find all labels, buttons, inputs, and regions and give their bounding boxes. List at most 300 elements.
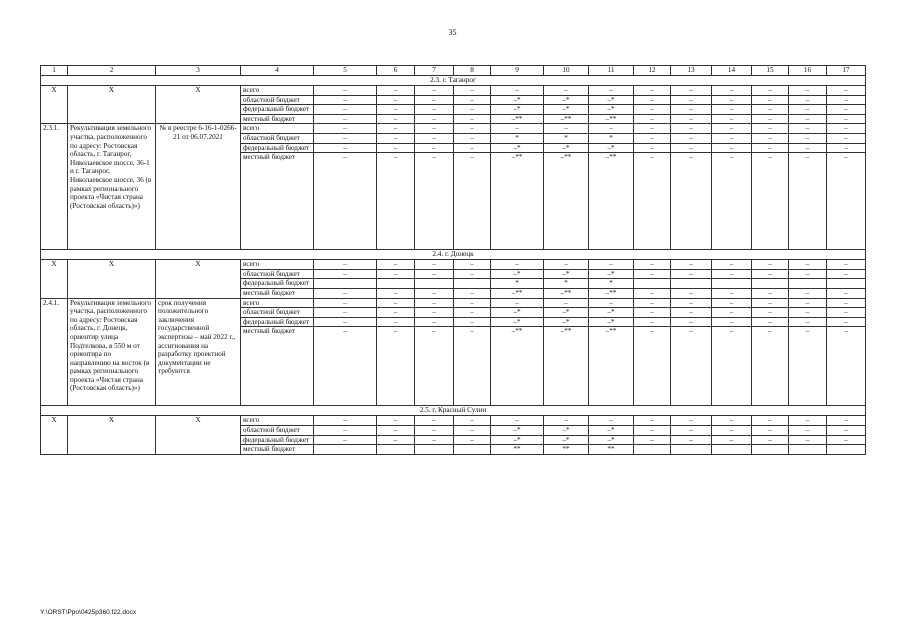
value-cell: –* (589, 95, 634, 105)
budget-source-label: местный бюджет (241, 288, 314, 298)
value-cell: – (827, 114, 866, 124)
value-cell: – (671, 317, 712, 327)
value-cell: – (634, 143, 671, 153)
value-cell: – (671, 143, 712, 153)
budget-source-label: местный бюджет (241, 327, 314, 406)
value-cell: – (314, 269, 377, 279)
column-number-header: 10 (544, 66, 589, 76)
budget-source-label: федеральный бюджет (241, 435, 314, 445)
value-cell: – (752, 327, 789, 406)
value-cell: – (634, 435, 671, 445)
value-cell: –** (491, 327, 544, 406)
value-cell: – (712, 124, 752, 134)
value-cell: – (454, 86, 491, 96)
value-cell (634, 279, 671, 289)
value-cell: – (712, 95, 752, 105)
value-cell: –* (589, 435, 634, 445)
value-cell: – (827, 105, 866, 115)
value-cell: – (789, 288, 827, 298)
budget-table (40, 65, 866, 455)
value-cell: – (415, 124, 454, 134)
value-cell (712, 279, 752, 289)
value-cell: –** (544, 288, 589, 298)
value-cell: – (789, 308, 827, 318)
value-cell: – (712, 86, 752, 96)
value-cell: – (454, 288, 491, 298)
value-cell: – (789, 133, 827, 143)
value-cell: – (634, 260, 671, 270)
value-cell: – (712, 153, 752, 250)
value-cell: – (789, 114, 827, 124)
value-cell: – (415, 86, 454, 96)
value-cell (415, 445, 454, 455)
value-cell: – (491, 86, 544, 96)
value-cell: * (491, 133, 544, 143)
value-cell: – (712, 288, 752, 298)
value-cell: – (314, 143, 377, 153)
value-cell: – (314, 308, 377, 318)
value-cell: – (634, 124, 671, 134)
budget-source-label: федеральный бюджет (241, 317, 314, 327)
value-cell: – (827, 133, 866, 143)
value-cell: – (789, 95, 827, 105)
value-cell: – (314, 133, 377, 143)
value-cell: – (671, 124, 712, 134)
value-cell: – (491, 124, 544, 134)
value-cell: – (454, 317, 491, 327)
value-cell: – (752, 269, 789, 279)
value-cell: – (377, 269, 415, 279)
value-cell: – (454, 153, 491, 250)
item-reference: X (156, 416, 241, 454)
value-cell (752, 279, 789, 289)
item-number: X (41, 86, 68, 124)
value-cell: – (712, 260, 752, 270)
value-cell: – (712, 114, 752, 124)
value-cell: – (634, 86, 671, 96)
value-cell: – (634, 327, 671, 406)
value-cell: –* (544, 308, 589, 318)
value-cell: – (415, 133, 454, 143)
section-title: 2.3. г. Таганрог (41, 76, 866, 86)
value-cell (827, 279, 866, 289)
page-number: 35 (448, 28, 457, 37)
value-cell: – (544, 86, 589, 96)
value-cell: – (827, 269, 866, 279)
value-cell: – (634, 425, 671, 435)
table-row (41, 298, 866, 308)
value-cell: –* (491, 308, 544, 318)
item-number: 2.3.1. (41, 124, 68, 250)
value-cell: – (634, 416, 671, 426)
value-cell: – (415, 298, 454, 308)
value-cell: – (454, 95, 491, 105)
value-cell: – (671, 288, 712, 298)
value-cell: – (314, 153, 377, 250)
section-title: 2.5. г. Красный Сулин (41, 406, 866, 416)
value-cell: –* (491, 95, 544, 105)
item-description: Рекультивация земельного участка, расположенного по адресу: Ростовская область, г. Донецк, ориентир улица Подтелкова, в 550 м от ориентира по направлению на восток (в рамках регионального проекта «Чистая страна (Ростовская область)») (68, 298, 156, 406)
value-cell: – (454, 298, 491, 308)
column-number-header: 15 (752, 66, 789, 76)
value-cell (671, 279, 712, 289)
section-row (41, 406, 866, 416)
value-cell: – (827, 298, 866, 308)
value-cell: * (491, 279, 544, 289)
value-cell: – (712, 327, 752, 406)
value-cell: – (314, 95, 377, 105)
value-cell: – (752, 114, 789, 124)
value-cell: –* (544, 435, 589, 445)
column-number-header: 17 (827, 66, 866, 76)
value-cell: – (789, 260, 827, 270)
value-cell: – (634, 133, 671, 143)
value-cell: – (454, 425, 491, 435)
value-cell: –** (544, 114, 589, 124)
value-cell: –** (491, 153, 544, 250)
value-cell: –** (544, 327, 589, 406)
value-cell: – (789, 143, 827, 153)
budget-source-label: местный бюджет (241, 445, 314, 455)
value-cell: – (671, 114, 712, 124)
table-row (41, 416, 866, 426)
column-number-header: 6 (377, 66, 415, 76)
value-cell: – (752, 86, 789, 96)
budget-source-label: всего (241, 298, 314, 308)
value-cell: – (377, 298, 415, 308)
value-cell: – (671, 425, 712, 435)
value-cell: * (589, 133, 634, 143)
value-cell: – (491, 298, 544, 308)
value-cell: – (752, 124, 789, 134)
value-cell: – (415, 288, 454, 298)
value-cell: – (712, 269, 752, 279)
value-cell: – (491, 416, 544, 426)
value-cell (789, 279, 827, 289)
value-cell: – (454, 269, 491, 279)
value-cell: – (377, 327, 415, 406)
value-cell (377, 445, 415, 455)
budget-source-label: всего (241, 416, 314, 426)
value-cell: –* (589, 143, 634, 153)
value-cell (671, 445, 712, 455)
value-cell: – (415, 269, 454, 279)
value-cell (752, 445, 789, 455)
budget-source-label: всего (241, 86, 314, 96)
item-number: X (41, 260, 68, 298)
value-cell: – (589, 86, 634, 96)
value-cell: – (415, 308, 454, 318)
budget-source-label: федеральный бюджет (241, 279, 314, 289)
value-cell: – (827, 86, 866, 96)
value-cell: * (589, 279, 634, 289)
value-cell (634, 445, 671, 455)
value-cell: – (712, 435, 752, 445)
value-cell: – (377, 416, 415, 426)
value-cell: – (827, 153, 866, 250)
column-number-header: 3 (156, 66, 241, 76)
value-cell: – (415, 114, 454, 124)
column-number-header: 16 (789, 66, 827, 76)
value-cell: – (377, 95, 415, 105)
value-cell: ** (589, 445, 634, 455)
value-cell: – (314, 114, 377, 124)
value-cell: – (454, 260, 491, 270)
value-cell: * (544, 133, 589, 143)
budget-source-label: областной бюджет (241, 269, 314, 279)
value-cell: – (752, 435, 789, 445)
budget-source-label: всего (241, 124, 314, 134)
value-cell: – (752, 416, 789, 426)
value-cell: – (671, 133, 712, 143)
value-cell: – (712, 133, 752, 143)
value-cell: – (827, 416, 866, 426)
section-row (41, 250, 866, 260)
value-cell: – (671, 298, 712, 308)
value-cell: – (634, 105, 671, 115)
value-cell: –** (589, 327, 634, 406)
column-number-header: 5 (314, 66, 377, 76)
value-cell: – (671, 260, 712, 270)
value-cell: – (789, 416, 827, 426)
value-cell: – (827, 95, 866, 105)
value-cell: – (415, 416, 454, 426)
value-cell (415, 279, 454, 289)
item-number: X (41, 416, 68, 454)
budget-source-label: местный бюджет (241, 153, 314, 250)
value-cell: – (827, 143, 866, 153)
value-cell: – (454, 435, 491, 445)
value-cell: – (491, 260, 544, 270)
item-number: 2.4.1. (41, 298, 68, 406)
value-cell: – (634, 317, 671, 327)
value-cell: – (377, 105, 415, 115)
value-cell: – (634, 269, 671, 279)
value-cell: – (827, 425, 866, 435)
value-cell: – (377, 133, 415, 143)
value-cell: – (789, 105, 827, 115)
value-cell: –* (589, 105, 634, 115)
value-cell: – (377, 308, 415, 318)
value-cell: – (314, 298, 377, 308)
value-cell (454, 445, 491, 455)
column-number-header: 4 (241, 66, 314, 76)
value-cell: – (454, 143, 491, 153)
value-cell: – (752, 308, 789, 318)
value-cell: –* (491, 435, 544, 445)
budget-source-label: федеральный бюджет (241, 143, 314, 153)
value-cell: – (377, 114, 415, 124)
value-cell: – (415, 425, 454, 435)
column-number-header: 7 (415, 66, 454, 76)
item-description: X (68, 416, 156, 454)
table-row (41, 124, 866, 134)
value-cell: – (752, 153, 789, 250)
value-cell: – (415, 317, 454, 327)
value-cell: – (789, 317, 827, 327)
value-cell: – (377, 260, 415, 270)
value-cell: – (789, 435, 827, 445)
table-row (41, 260, 866, 270)
column-number-header: 1 (41, 66, 68, 76)
value-cell: – (827, 124, 866, 134)
value-cell: – (671, 86, 712, 96)
value-cell: – (752, 143, 789, 153)
item-reference: X (156, 86, 241, 124)
value-cell: – (712, 308, 752, 318)
value-cell: – (314, 124, 377, 134)
value-cell: –** (589, 288, 634, 298)
value-cell: –* (544, 269, 589, 279)
value-cell: – (415, 327, 454, 406)
value-cell: – (415, 95, 454, 105)
column-number-header: 13 (671, 66, 712, 76)
value-cell: – (377, 86, 415, 96)
value-cell: – (314, 425, 377, 435)
budget-source-label: федеральный бюджет (241, 105, 314, 115)
section-row (41, 76, 866, 86)
value-cell (789, 445, 827, 455)
budget-source-label: областной бюджет (241, 308, 314, 318)
item-reference: срок получения положительного заключения государственной экспертизы – май 2022 г., ассигнования на разработку проектной документации не требуются (156, 298, 241, 406)
value-cell: –* (544, 143, 589, 153)
item-description: Рекультивация земельного участка, расположенного по адресу: Ростовская область, г. Таганрог, Николаевское шоссе, 36-1 и г. Таганрог, Николаевское шоссе, 36 (в рамках регионального проекта «Чистая страна (Ростовская область)») (68, 124, 156, 250)
value-cell: – (589, 416, 634, 426)
value-cell: – (752, 317, 789, 327)
value-cell: – (415, 153, 454, 250)
value-cell: – (377, 124, 415, 134)
value-cell: – (415, 143, 454, 153)
column-number-header: 9 (491, 66, 544, 76)
value-cell: – (544, 124, 589, 134)
column-number-header: 14 (712, 66, 752, 76)
value-cell: – (752, 298, 789, 308)
value-cell: – (634, 298, 671, 308)
value-cell: – (752, 425, 789, 435)
value-cell: – (789, 86, 827, 96)
value-cell: – (789, 124, 827, 134)
value-cell: –* (589, 269, 634, 279)
value-cell: –* (589, 425, 634, 435)
value-cell (314, 445, 377, 455)
value-cell: – (712, 416, 752, 426)
table-row (41, 86, 866, 96)
value-cell: – (415, 105, 454, 115)
value-cell: – (454, 416, 491, 426)
value-cell: – (589, 260, 634, 270)
item-description: X (68, 86, 156, 124)
column-number-header: 11 (589, 66, 634, 76)
value-cell: – (712, 105, 752, 115)
value-cell: – (752, 95, 789, 105)
value-cell: –** (589, 153, 634, 250)
value-cell: – (454, 133, 491, 143)
value-cell: – (827, 308, 866, 318)
value-cell: – (415, 435, 454, 445)
value-cell: – (634, 95, 671, 105)
value-cell: – (377, 153, 415, 250)
value-cell: –* (491, 425, 544, 435)
value-cell: – (827, 327, 866, 406)
value-cell: – (827, 435, 866, 445)
value-cell: – (671, 95, 712, 105)
file-path-footer: Y:\ORST\Ppo\0425p360.f22.docx (40, 609, 137, 616)
value-cell: – (544, 298, 589, 308)
value-cell: – (314, 86, 377, 96)
header-row (41, 66, 866, 76)
value-cell: –* (544, 95, 589, 105)
value-cell: – (712, 425, 752, 435)
value-cell: – (454, 124, 491, 134)
value-cell: –* (544, 425, 589, 435)
value-cell: –* (589, 308, 634, 318)
value-cell: – (634, 153, 671, 250)
value-cell (454, 279, 491, 289)
value-cell: – (671, 416, 712, 426)
value-cell: – (454, 105, 491, 115)
value-cell: – (377, 435, 415, 445)
value-cell: ** (491, 445, 544, 455)
value-cell: – (712, 143, 752, 153)
value-cell: – (789, 425, 827, 435)
budget-source-label: местный бюджет (241, 114, 314, 124)
value-cell: – (752, 288, 789, 298)
budget-source-label: областной бюджет (241, 133, 314, 143)
value-cell: – (789, 269, 827, 279)
value-cell: – (827, 260, 866, 270)
value-cell: – (671, 105, 712, 115)
value-cell: – (377, 143, 415, 153)
value-cell: – (671, 308, 712, 318)
budget-source-label: областной бюджет (241, 425, 314, 435)
value-cell: – (789, 298, 827, 308)
value-cell: –* (491, 143, 544, 153)
value-cell: –* (491, 269, 544, 279)
value-cell: – (377, 317, 415, 327)
item-description: X (68, 260, 156, 298)
value-cell: – (634, 288, 671, 298)
value-cell: – (454, 327, 491, 406)
value-cell: * (544, 279, 589, 289)
value-cell: – (671, 269, 712, 279)
value-cell (712, 445, 752, 455)
value-cell: – (827, 288, 866, 298)
value-cell: – (789, 327, 827, 406)
value-cell: –** (589, 114, 634, 124)
value-cell: – (589, 124, 634, 134)
value-cell: – (752, 105, 789, 115)
value-cell: – (314, 260, 377, 270)
value-cell: – (634, 308, 671, 318)
column-number-header: 12 (634, 66, 671, 76)
column-number-header: 2 (68, 66, 156, 76)
column-number-header: 8 (454, 66, 491, 76)
item-reference: X (156, 260, 241, 298)
value-cell: – (712, 317, 752, 327)
value-cell (377, 279, 415, 289)
value-cell: – (671, 435, 712, 445)
value-cell: – (415, 260, 454, 270)
value-cell: – (314, 317, 377, 327)
value-cell (314, 279, 377, 289)
value-cell: –* (544, 105, 589, 115)
value-cell (827, 445, 866, 455)
item-reference: № в реестре 6-16-1-0266-21 от 06.07.2021 (156, 124, 241, 250)
value-cell: –** (544, 153, 589, 250)
value-cell: – (827, 317, 866, 327)
value-cell: – (712, 298, 752, 308)
value-cell: – (377, 425, 415, 435)
